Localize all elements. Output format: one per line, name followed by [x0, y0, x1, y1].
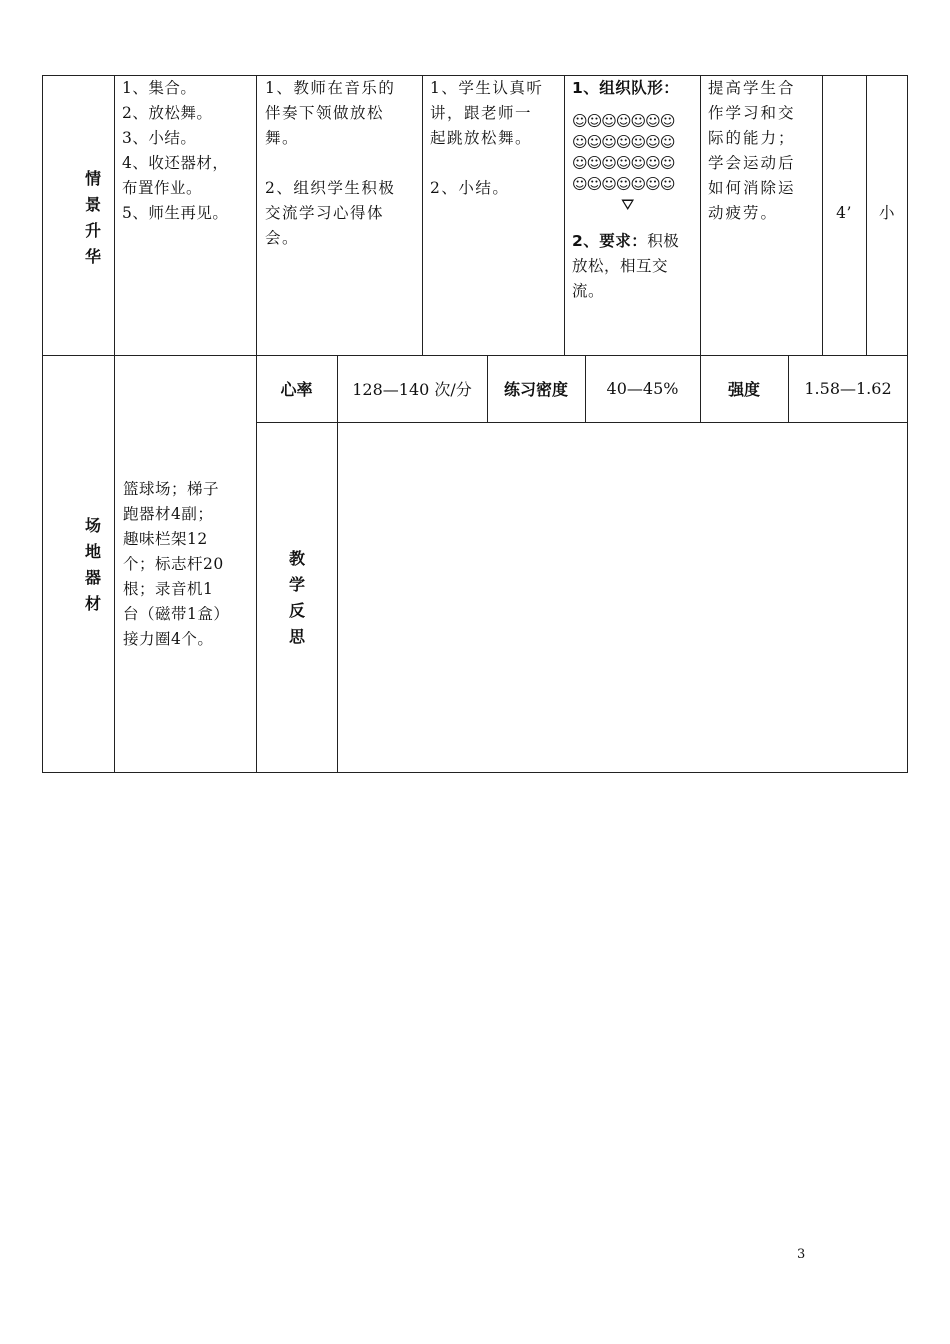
- density-value: 40—45%: [606, 379, 679, 398]
- student-smiley-row: ☺☺☺☺☺☺☺: [572, 112, 675, 130]
- col-divider: [700, 75, 701, 355]
- col-divider: [256, 75, 257, 773]
- formation-title: 1、组织队形：: [572, 79, 680, 97]
- reflection-label: 教 学 反 思: [288, 549, 305, 646]
- student-activity-cell: 1、学生认真听 讲，跟老师一 起跳放松舞。 2、小结。: [430, 79, 544, 197]
- formation-diagram: [572, 111, 698, 215]
- student-smiley-row: ☺☺☺☺☺☺☺: [572, 133, 675, 151]
- strength-label: 强度: [727, 380, 760, 399]
- teacher-activity-cell: 1、教师在音乐的 伴奏下领做放松 舞。 2、组织学生积极 交流学习心得体 会。: [265, 79, 396, 247]
- student-smiley-row: ☺☺☺☺☺☺☺: [572, 175, 675, 193]
- col-divider: [422, 75, 423, 355]
- heart-rate-label: 心率: [280, 380, 313, 399]
- content-cell: 1、集合。 2、放松舞。 3、小结。 4、收还器材， 布置作业。 5、师生再见。: [122, 79, 229, 222]
- density-label: 练习密度: [503, 380, 568, 399]
- section-label-venue: 场 地 器 材: [84, 516, 101, 613]
- student-smiley-row: ☺☺☺☺☺☺☺: [572, 154, 675, 172]
- page-number: 3: [797, 1247, 806, 1262]
- time-cell: 4’: [836, 204, 852, 222]
- col-divider: [114, 75, 115, 773]
- reflection-area[interactable]: [337, 422, 908, 773]
- intensity-cell: 小: [878, 204, 895, 222]
- col-divider: [564, 75, 565, 355]
- teacher-triangle-icon: ⛛: [621, 195, 635, 214]
- goal-cell: 提高学生合 作学习和交 际的能力； 学会运动后 如何消除运 动疲劳。: [708, 79, 796, 222]
- organization-cell: [572, 76, 698, 304]
- heart-rate-value: 128—140 次/分: [352, 380, 472, 399]
- strength-value: 1.58—1.62: [804, 379, 892, 398]
- equipment-cell: 篮球场；梯子 跑器材4副； 趣味栏架12 个；标志杆20 根；录音机1 台（磁带1盒） 接力圈4个。: [123, 480, 230, 648]
- requirement: 2、要求：积极 放松，相互交 流。: [572, 232, 680, 300]
- section-label-scene: 情 景 升 华: [84, 169, 101, 266]
